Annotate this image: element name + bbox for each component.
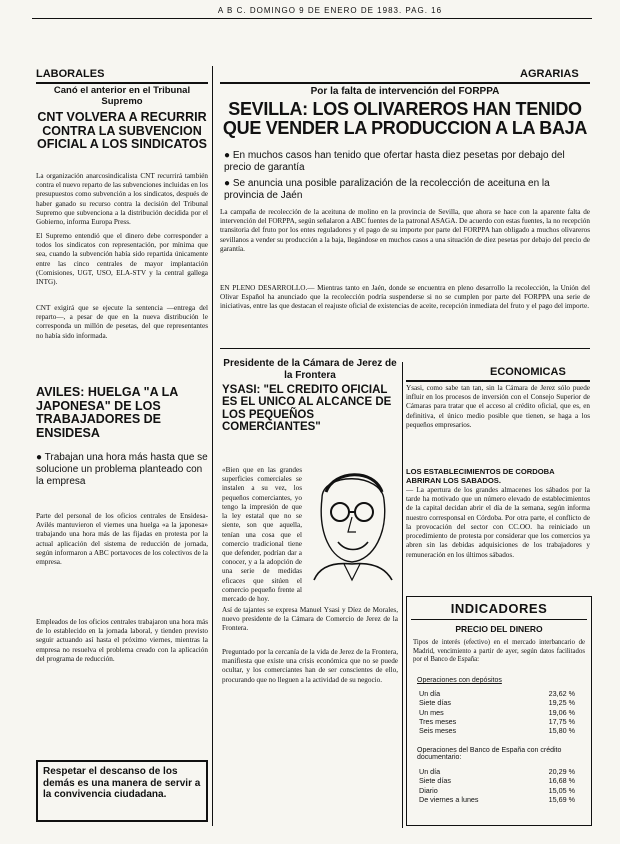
sevilla-bullet-2-text: Se anuncia una posible paralización de la recolección de aceituna en la provincia de Jaén [224, 178, 550, 201]
cordoba-headline: LOS ESTABLECIMIENTOS DE CORDOBA ABRIRAN LOS SABADOS. [406, 467, 555, 485]
agrarias-rule [220, 82, 590, 84]
deposits-table [417, 689, 577, 736]
table-row [417, 776, 577, 785]
rate-label: Seis meses [419, 726, 457, 736]
rate-label: De viernes a lunes [419, 795, 479, 805]
rate-value: 19,06 % [548, 707, 575, 717]
credit-group-label: Operaciones del Banco de España con crédito documentario: [417, 747, 562, 761]
aviles-paragraph-1: Parte del personal de los oficios centrales de Ensidesa-Avilés mantuvieron el viernes una huelga «a la japonesa» trabajando una hora más de las fijadas en protesta por la actual aplicación del sistema de reducción de jornada, según informaron a ABC portavoces de los colectivos de la empresa. [36, 512, 208, 567]
masthead: A B C. DOMINGO 9 DE ENERO DE 1983. PAG. 16 [217, 6, 443, 15]
bullet-icon: ● [224, 150, 231, 161]
ysasi-kicker: Presidente de la Cámara de Jerez de la Frontera [223, 358, 397, 381]
indicators-title-rule [411, 619, 587, 620]
ysasi-portrait [304, 462, 400, 582]
rate-value: 23,62 % [548, 689, 575, 698]
indicators-box [406, 596, 592, 826]
sevilla-bullet-2 [224, 178, 590, 202]
table-row [417, 708, 577, 717]
sevilla-kicker: Por la falta de intervención del FORPPA [310, 86, 500, 97]
civic-box-text: Respetar el descanso de los demás es una manera de servir a la convivencia ciudadana. [43, 766, 201, 800]
rate-value: 17,75 % [548, 717, 575, 727]
aviles-bullet-text: Trabajan una hora más hasta que se solucione un problema planteado con la empresa [36, 452, 208, 487]
rate-value: 15,05 % [548, 785, 575, 795]
credit-table [417, 767, 577, 804]
sevilla-headline: SEVILLA: LOS OLIVAREROS HAN TENIDO QUE VENDER LA PRODUCCION A LA BAJA [222, 99, 588, 139]
cnt-kicker: Canó el anterior en el Tribunal Supremo [53, 85, 191, 107]
rate-value: 20,29 % [548, 767, 575, 776]
sevilla-bullet-1-text: En muchos casos han tenido que ofertar hasta diez pesetas por debajo del precio de garantía [224, 150, 565, 173]
rate-value: 16,68 % [548, 776, 575, 786]
section-laborales: LABORALES [36, 68, 105, 80]
cnt-paragraph-2: El Supremo entendió que el dinero debe corresponder a todos los sindicatos con representación, por mínima que sea, cuando la subvención había sido repartida únicamente entre las cinco centrales de mayor implantación (Comisiones, UGT, USO, ELA-STV y la central gallega INTG). [36, 232, 208, 287]
table-row [417, 726, 577, 735]
sevilla-lead: La campaña de recolección de la aceituna de molino en la provincia de Sevilla, que ahora se hace con la aparente falta de intervención del FORPPA, según señalaron a ABC fuentes de la patronal ASAGA. De acuerdo con estas fuentes, la no recepción transitoria del fruto por los entes reguladores y el pago de su importe por parte del FORPPA han obligado a muchos olivareros sevillanos a vender su producción a la baja, llegándose en muchos casos a una situación de diez pesetas por debajo del precio de garantía. [220, 208, 590, 253]
ysasi-paragraph-3: Preguntado por la cercanía de la vida de Jerez de la Frontera, manifiesta que existe una crisis económica que no se puede ocultar, y los comerciantes han de ser conscientes de ello, procurando que no lleguen a la actividad de su negocio. [222, 648, 398, 684]
sevilla-pleno: EN PLENO DESARROLLO.— Mientras tanto en Jaén, donde se encuentra en pleno desarrollo la recolección, la Unión del Olivar Español ha anunciado que la recolección podría suspenderse si no se cumplen por parte del FORPPA una serie de iniciativas, entre las que destacan el reajuste oficial de existencias de aceite, recepción inmediata del fruto y el pago del importe. [220, 284, 590, 311]
ysasi-paragraph-2: Así de tajantes se expresa Manuel Ysasi y Díez de Morales, nuevo presidente de la Cámara de Comercio de Jerez de la Frontera. [222, 606, 398, 633]
table-row [417, 689, 577, 698]
rate-label: Tres meses [419, 717, 457, 727]
economicas-rule [406, 380, 590, 382]
aviles-bullet [36, 452, 208, 488]
table-row [417, 717, 577, 726]
money-price-heading: PRECIO DEL DINERO [455, 624, 543, 634]
bullet-icon: ● [224, 178, 231, 189]
indicators-title: INDICADORES [450, 601, 548, 616]
rate-label: Un día [419, 767, 441, 776]
money-price-note: Tipos de interés (efectivo) en el mercado interbancario de Madrid, vencimiento a partir de ayer, según datos facilitados por el Banco de España: [413, 639, 585, 664]
civic-box [36, 760, 208, 822]
cnt-paragraph-1: La organización anarcosindicalista CNT recurrirá también contra el nuevo reparto de las subvenciones incluidas en los presupuestos como subvención a los sindicatos, después de haber ganado su recurso contra la decisión del Tribunal Supremo que subvenciona a la distribución decidida por el Gobierno, informa Europa Press. [36, 172, 208, 227]
laborales-rule [36, 82, 208, 84]
table-row [417, 795, 577, 804]
rate-value: 15,69 % [548, 795, 575, 805]
rate-value: 19,25 % [548, 698, 575, 708]
portrait-illustration [304, 462, 400, 582]
table-row [417, 767, 577, 776]
economicas-paragraph-1: Ysasi, como sabe tan tan, sin la Cámara de Jerez sólo puede influir en los procesos de inversión con el Consejo Superior de Cámaras para tratar que el acceso al crédito oficial, que es, en definitiva, el único medio posible que tienen, se haga a los pequeños empresarios. [406, 384, 590, 429]
bullet-icon: ● [36, 452, 43, 463]
column-rule [212, 66, 213, 826]
aviles-headline: AVILES: HUELGA "A LA JAPONESA" DE LOS TRABAJADORES DE ENSIDESA [36, 385, 178, 440]
section-economicas: ECONOMICAS [490, 366, 566, 378]
ysasi-paragraph-1: «Bien que en las grandes superficies comerciales se instalen a su vez, los pequeños comerciantes, yo tengo la impresión de que la ley estatal que no se siente, son que aquella, tenían una cosa que el comercio tradicional tiene que defender, podrían dar a conocer, y a la adopción de una serie de medidas eficaces que sitúen el comercio pequeño frente al mercado de hoy. [222, 466, 302, 604]
cnt-headline: CNT VOLVERA A RECURRIR CONTRA LA SUBVENCION OFICIAL A LOS SINDICATOS [37, 110, 207, 151]
rate-label: Un día [419, 689, 441, 698]
section-agrarias: AGRARIAS [520, 68, 579, 80]
agrarias-end-rule [220, 348, 590, 349]
rate-label: Siete días [419, 698, 451, 708]
rate-label: Un mes [419, 707, 444, 717]
ysasi-headline: YSASI: "EL CREDITO OFICIAL ES EL UNICO AL ALCANCE DE LOS PEQUEÑOS COMERCIANTES" [222, 384, 392, 434]
inner-column-rule [402, 362, 403, 828]
table-row [417, 786, 577, 795]
cordoba-paragraph: — La apertura de los grandes almacenes los sábados por la tarde ha motivado que un número elevado de establecimientos de la capital decidan abrir el día de la semana, según informa nuestro corresponsal en Córdoba. Por otra parte, el conflicto de la provocación del sector con CC.OO. ha reiniciado un procedimiento de protesta por considerar que los comercios ya abren sin las debidas adquisiciones de los trabajadores y remuneración en los últimos sábados. [406, 486, 590, 559]
rate-value: 15,80 % [548, 726, 575, 736]
masthead-rule [32, 18, 592, 19]
sevilla-bullet-1 [224, 150, 590, 174]
rate-label: Diario [419, 785, 438, 795]
rate-label: Siete días [419, 776, 451, 786]
aviles-paragraph-2: Empleados de los oficios centrales trabajaron una hora más de lo establecido en la jornada laboral, y tienden previsto seguir actuando así hasta el próximo viernes, mientras la empresa no resuelva el problema creado con la aplicación del programa de reducción. [36, 618, 208, 663]
table-row [417, 698, 577, 707]
deposits-group-label: Operaciones con depósitos [417, 677, 502, 684]
cnt-paragraph-3: CNT exigirá que se ejecute la sentencia —entrega del reparto—, a pesar de que en la nueva distribución le corresponda un millón de pesetas, del que representantes no había sido informada. [36, 304, 208, 340]
